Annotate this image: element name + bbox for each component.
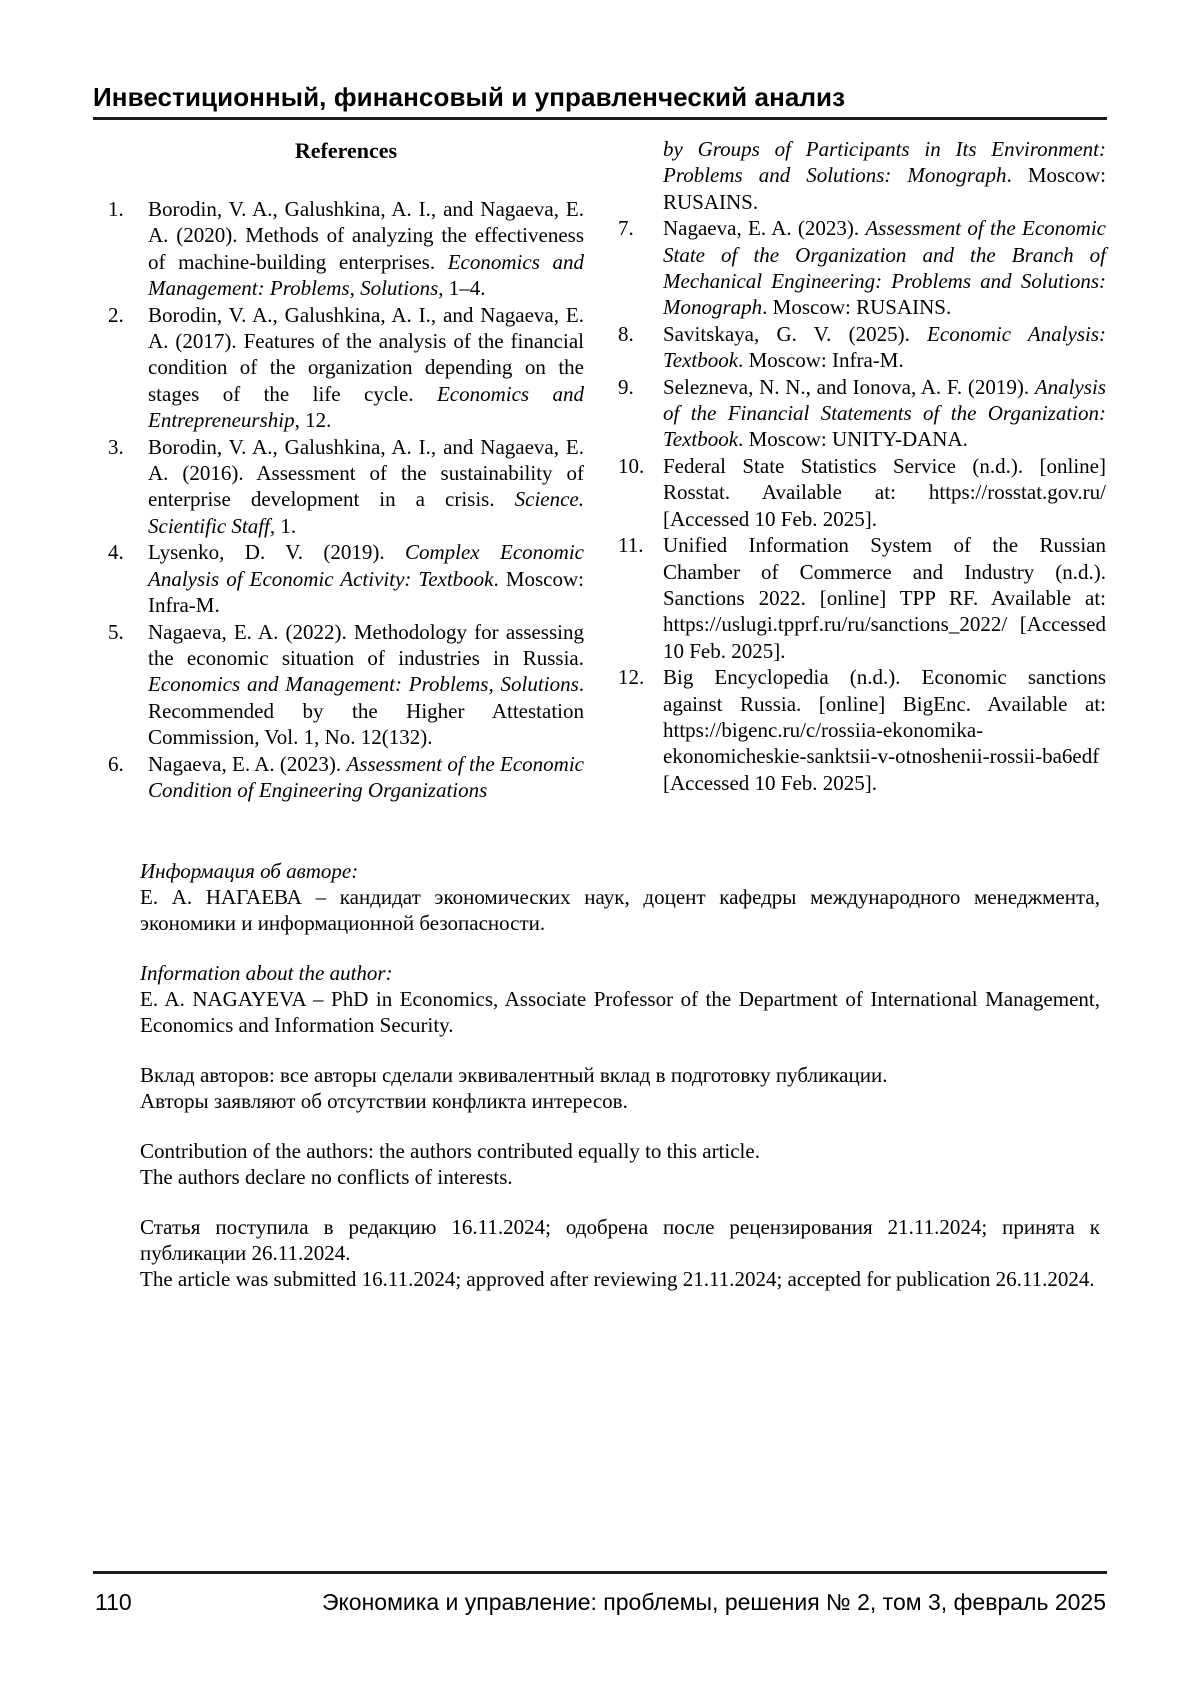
reference-text-segment: Federal State Statistics Service (n.d.). [online] Rosstat. Available at: https://rosstat.gov.ru/ [Accessed 10 Feb. 2025].: [663, 453, 1106, 531]
reference-text: [663, 532, 1106, 664]
reference-number: 4.: [108, 540, 124, 565]
reference-item: [618, 321, 1106, 374]
reference-text-segment: Savitskaya, G. V. (2025).: [663, 321, 928, 346]
reference-text-segment: Lysenko, D. V. (2019).: [148, 540, 405, 565]
author-info-text-ru: Е. А. НАГАЕВА – кандидат экономических наук, доцент кафедры международного менеджмента, экономики и информационной безопасности.: [140, 885, 1100, 935]
reference-text-segment: , 1–4.: [438, 276, 486, 301]
reference-text: [148, 751, 584, 804]
reference-text: [148, 196, 584, 302]
reference-number: 5.: [108, 619, 124, 644]
reference-text-segment: , 12.: [294, 408, 332, 433]
reference-number: 2.: [108, 302, 124, 327]
reference-number: 11.: [618, 533, 644, 558]
author-info-heading-en: Information about the author:: [140, 961, 393, 985]
reference-text-segment: Nagaeva, E. A. (2023).: [148, 751, 347, 776]
author-info-text-en: E. A. NAGAYEVA – PhD in Economics, Associate Professor of the Department of International Management, Economics and Information Security.: [140, 987, 1100, 1037]
reference-text: [148, 619, 584, 751]
reference-item: [618, 532, 1106, 664]
reference-item: [618, 664, 1106, 796]
article-dates-ru: Статья поступила в редакцию 16.11.2024; одобрена после рецензирования 21.11.2024; принята к публикации 26.11.2024.: [140, 1215, 1100, 1265]
reference-item: [618, 374, 1106, 453]
reference-text-segment: Borodin, V. A., Galushkina, A. I., and Nagaeva, E. A. (2020). Methods of analyzing the effectiveness of machine-building enterprises.: [148, 197, 584, 274]
reference-text: [148, 434, 584, 540]
reference-title-italic: Complex Economic Analysis of Economic Activity: Textbook: [148, 540, 584, 591]
reference-text-segment: Selezneva, N. N., and Ionova, A. F. (2019).: [663, 374, 1035, 399]
reference-text: [148, 539, 584, 618]
reference-number: [618, 136, 663, 215]
reference-text: [663, 136, 1106, 215]
reference-text-segment: . Moscow: Infra-M.: [738, 348, 904, 373]
reference-text-segment: . Moscow: RUSAINS.: [762, 295, 952, 320]
reference-number: 8.: [618, 321, 634, 346]
conflict-of-interest-en: The authors declare no conflicts of interests.: [140, 1165, 513, 1189]
reference-number: 10.: [618, 453, 645, 478]
reference-text-segment: Big Encyclopedia (n.d.). Economic sanctions against Russia. [online] BigEnc. Available at: https://bigenc.ru/c/rossiia-ekonomika-ekonomicheskie-sanktsii-v-otnoshenii-rossii-ba6edf [Accessed 10 Feb. 2025].: [663, 665, 1106, 795]
reference-text: [663, 664, 1106, 796]
reference-text-segment: Nagaeva, E. A. (2023).: [663, 216, 866, 241]
reference-title-italic: Analysis of the Financial Statements of the Organization: Textbook: [663, 374, 1106, 452]
reference-text-segment: , 1.: [269, 513, 297, 538]
reference-item: [108, 302, 584, 434]
authors-contribution-en: Contribution of the authors: the authors contributed equally to this article.: [140, 1139, 760, 1163]
author-info-section: [140, 858, 1100, 936]
reference-title-italic: Assessment of the Economic State of the Organization and the Branch of Mechanical Engineering: Problems and Solutions: Monograph: [663, 216, 1106, 320]
author-info-section: [140, 1138, 1100, 1190]
reference-text: [148, 302, 584, 434]
reference-title-italic: Economics and Management: Problems, Solutions: [148, 672, 579, 697]
footer-divider: [93, 1571, 1107, 1574]
page-number: 110: [95, 1589, 132, 1615]
page-header-title: Инвестиционный, финансовый и управленческий анализ: [93, 82, 846, 112]
author-info-heading-ru: Информация об авторе:: [140, 859, 359, 883]
conflict-of-interest-ru: Авторы заявляют об отсутствии конфликта интересов.: [140, 1089, 628, 1113]
reference-text-segment: Unified Information System of the Russian Chamber of Commerce and Industry (n.d.). Sanctions 2022. [online] TPP RF. Available at: https://uslugi.tpprf.ru/ru/sanctions_2022/ [Accessed 10 Feb. 2025].: [663, 533, 1106, 663]
reference-text-segment: Borodin, V. A., Galushkina, A. I., and Nagaeva, E. A. (2017). Features of the analysis of the financial condition of the organization depending on the stages of the life cycle.: [148, 302, 584, 406]
reference-number: 1.: [108, 197, 124, 221]
reference-title-italic: Economics and Entrepreneurship: [148, 381, 584, 433]
reference-text: [663, 321, 1106, 374]
references-heading: References: [294, 138, 398, 163]
reference-title-italic: Economic Analysis: Textbook: [663, 321, 1106, 373]
reference-item-continuation: [618, 136, 1106, 215]
reference-text: [663, 453, 1106, 532]
reference-number: 7.: [618, 216, 634, 241]
author-info-block: [140, 858, 1100, 1316]
reference-title-italic: Economics and Management: Problems, Solutions: [148, 249, 584, 301]
reference-text-segment: . Moscow: Infra-M.: [148, 566, 584, 618]
reference-text-segment: Borodin, V. A., Galushkina, A. I., and Nagaeva, E. A. (2016). Assessment of the sustainability of enterprise development in a crisis.: [148, 434, 584, 512]
reference-item: [108, 619, 584, 751]
author-info-section: [140, 1214, 1100, 1292]
reference-item: [618, 215, 1106, 321]
references-right-column: [618, 136, 1106, 796]
header-divider: [93, 117, 1107, 120]
reference-item: [108, 751, 584, 804]
reference-number: 3.: [108, 434, 124, 459]
reference-item: [108, 196, 584, 302]
reference-text-segment: . Recommended by the Higher Attestation Commission, Vol. 1, No. 12(132).: [148, 672, 584, 750]
reference-text: [663, 374, 1106, 453]
reference-title-italic: Assessment of the Economic Condition of Engineering Organizations: [148, 751, 584, 802]
reference-title-italic: by Groups of Participants in Its Environment: Problems and Solutions: Monograph: [663, 137, 1106, 188]
reference-text-segment: Nagaeva, E. A. (2022). Methodology for assessing the economic situation of industries in Russia.: [148, 619, 584, 670]
reference-item: [108, 434, 584, 540]
reference-number: 12.: [618, 665, 645, 690]
reference-text-segment: . Moscow: RUSAINS.: [663, 163, 1106, 214]
article-dates-en: The article was submitted 16.11.2024; approved after reviewing 21.11.2024; accepted for publication 26.11.2024.: [140, 1267, 1095, 1291]
reference-text-segment: . Moscow: UNITY-DANA.: [738, 427, 968, 452]
journal-footer-line: Экономика и управление: проблемы, решения № 2, том 3, февраль 2025: [321, 1589, 1106, 1615]
reference-item: [108, 539, 584, 618]
author-info-section: [140, 960, 1100, 1038]
reference-number: 9.: [618, 374, 634, 399]
references-left-column: [108, 196, 584, 803]
reference-number: 6.: [108, 751, 124, 776]
reference-title-italic: Science. Scientific Staff: [148, 487, 584, 538]
authors-contribution-ru: Вклад авторов: все авторы сделали эквивалентный вклад в подготовку публикации.: [140, 1063, 888, 1087]
author-info-section: [140, 1062, 1100, 1114]
reference-item: [618, 453, 1106, 532]
reference-text: [663, 215, 1106, 321]
